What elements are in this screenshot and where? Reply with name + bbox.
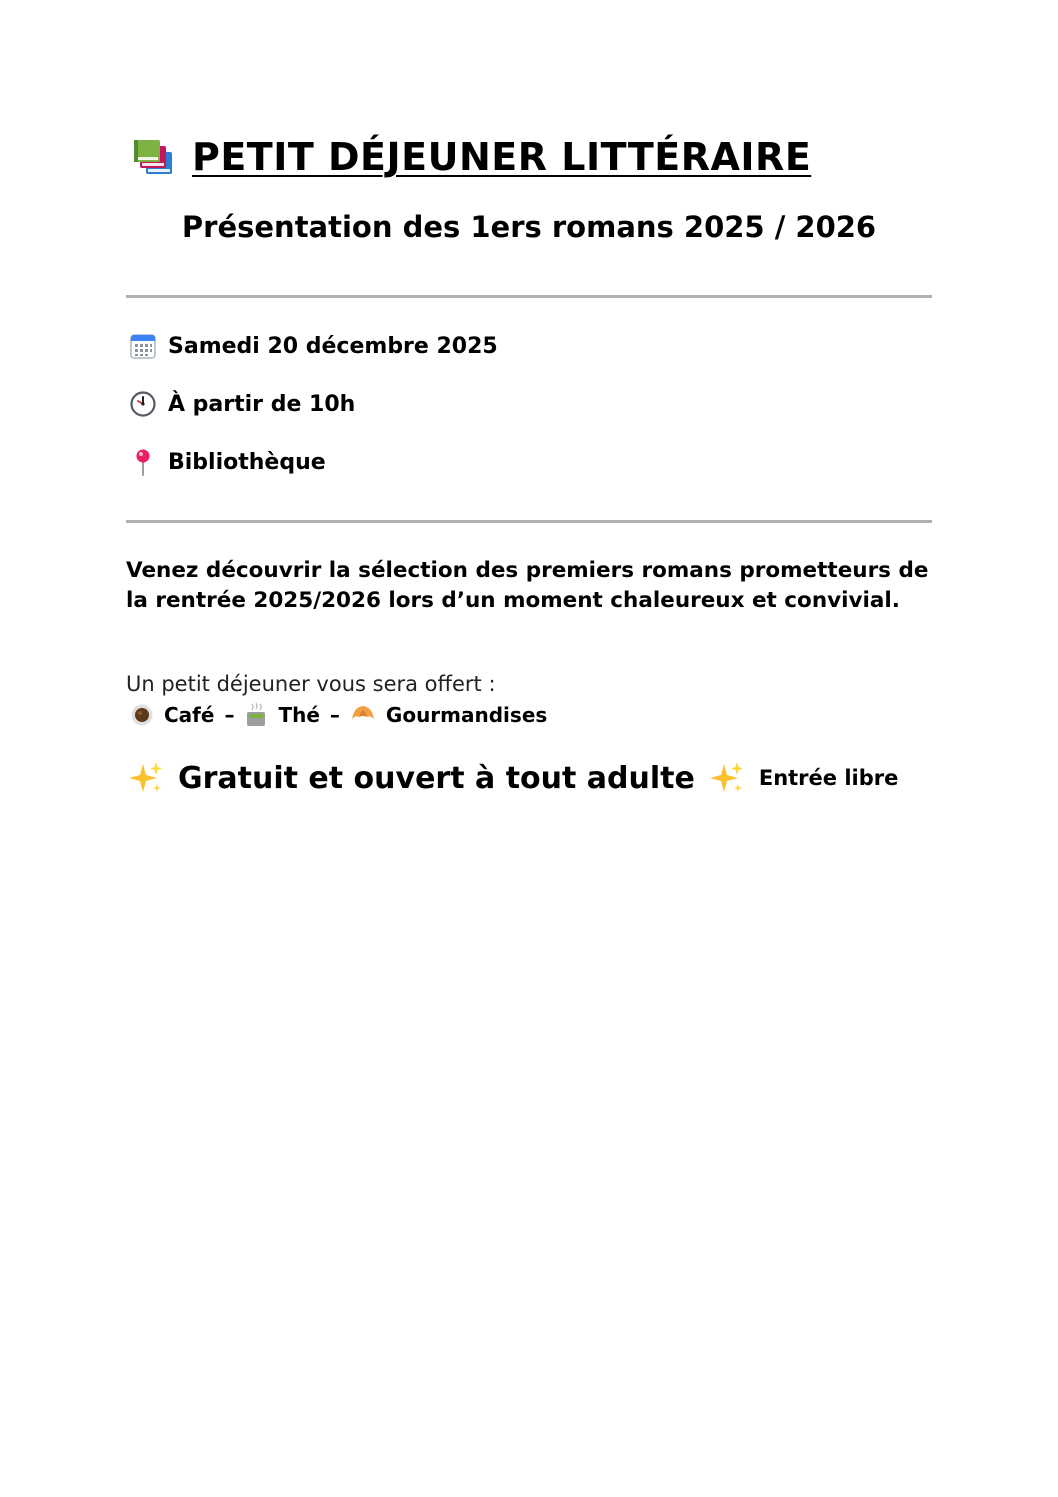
coffee-icon [130,703,154,727]
offer-item-treats: Gourmandises [385,703,548,727]
offer-item-coffee: Café [164,703,215,727]
offer-separator: – [329,703,340,727]
books-icon [130,134,176,180]
croissant-icon [350,703,376,727]
event-date: Samedi 20 décembre 2025 [168,333,498,359]
event-place-row [130,447,326,477]
divider-middle [126,520,932,523]
clock-icon [130,391,156,417]
offer-separator: – [224,703,235,727]
free-entry-note: Entrée libre [758,766,899,790]
event-date-row [130,331,498,361]
offer-text: Un petit déjeuner vous sera offert : [126,672,496,696]
event-time: À partir de 10h [168,391,356,417]
event-place: Bibliothèque [168,449,326,475]
page-subtitle: Présentation des 1ers romans 2025 / 2026 [181,210,877,244]
divider-top [126,295,932,298]
free-entry-row [128,756,898,800]
offer-items [130,701,547,729]
page-title: PETIT DÉJEUNER LITTÉRAIRE [192,135,812,179]
intro-paragraph: Venez découvrir la sélection des premiers romans prometteurs de la rentrée 2025/2026 lors d’un moment chaleureux et convivial. [126,558,929,613]
tea-icon [244,702,268,728]
title-row [130,132,811,182]
calendar-icon [130,333,156,359]
event-time-row [130,389,355,419]
sparkles-icon [128,760,164,796]
sparkles-icon [709,760,745,796]
free-entry-headline: Gratuit et ouvert à tout adulte [178,760,695,796]
pin-icon [130,448,156,476]
offer-item-tea: Thé [278,703,320,727]
